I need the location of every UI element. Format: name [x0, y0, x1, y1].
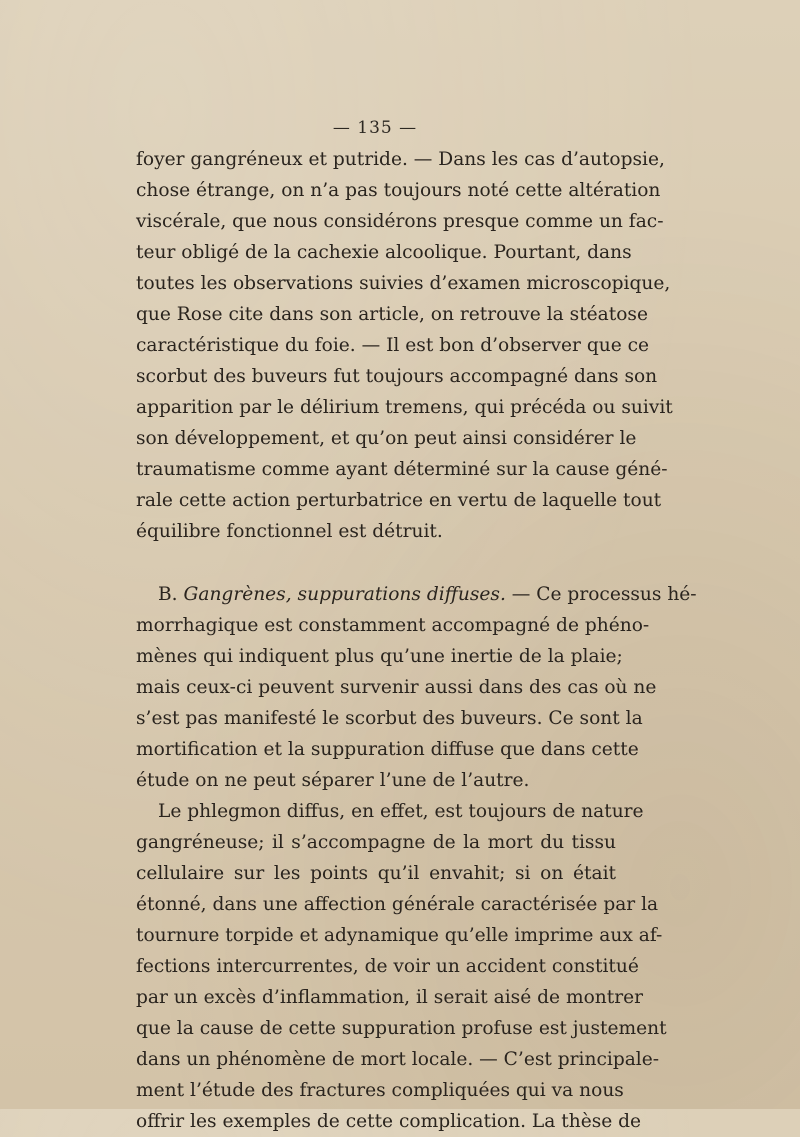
- text-line: que Rose cite dans son article, on retrouve la stéatose: [136, 304, 648, 325]
- text-line: Le phlegmon diffus, en effet, est toujours de nature: [158, 801, 644, 822]
- heading-rest: — Ce processus hé-: [505, 584, 697, 605]
- text-line: s’est pas manifesté le scorbut des buveurs. Ce sont la: [136, 708, 643, 729]
- text-line: mènes qui indiquent plus qu’une inertie de la plaie;: [136, 646, 623, 667]
- text-line: cellulaire sur les points qu’il envahit; si on était: [136, 863, 616, 884]
- text-line: traumatisme comme ayant déterminé sur la cause géné-: [136, 459, 668, 480]
- text-line: foyer gangréneux et putride. — Dans les cas d’autopsie,: [136, 149, 665, 170]
- section-heading: Gangrènes, suppurations diffuses.: [183, 584, 506, 605]
- text-line: caractéristique du foie. — Il est bon d’observer que ce: [136, 335, 650, 356]
- text-line: mais ceux-ci peuvent survenir aussi dans des cas où ne: [136, 677, 657, 698]
- text-line: teur obligé de la cachexie alcoolique. Pourtant, dans: [136, 242, 632, 263]
- body-text: [136, 144, 697, 1137]
- text-line: étude on ne peut séparer l’une de l’autre.: [136, 770, 530, 791]
- text-line: par un excès d’inflammation, il serait aisé de montrer: [136, 987, 643, 1008]
- text-line: chose étrange, on n’a pas toujours noté cette altération: [136, 180, 661, 201]
- section-heading-line: [136, 579, 697, 610]
- page-number: — 135 —: [332, 118, 418, 138]
- text-line: tournure torpide et adynamique qu’elle imprime aux af-: [136, 925, 663, 946]
- text-line: que la cause de cette suppuration profuse est justement: [136, 1018, 667, 1039]
- text-line: scorbut des buveurs fut toujours accompagné dans son: [136, 366, 658, 387]
- text-line: toutes les observations suivies d’examen microscopique,: [136, 273, 671, 294]
- text-line: offrir les exemples de cette complication. La thèse de: [136, 1111, 642, 1132]
- paragraph-3: [136, 796, 667, 1137]
- text-line: fections intercurrentes, de voir un accident constitué: [136, 956, 639, 977]
- text-line: apparition par le délirium tremens, qui précéda ou suivit: [136, 397, 673, 418]
- paragraph-1: [136, 144, 673, 547]
- text-line: morrhagique est constamment accompagné de phéno-: [136, 615, 650, 636]
- heading-prefix: B.: [158, 584, 184, 605]
- text-line: dans un phénomène de mort locale. — C’est principale-: [136, 1049, 660, 1070]
- text-line: viscérale, que nous considérons presque comme un fac-: [136, 211, 664, 232]
- text-line: équilibre fonctionnel est détruit.: [136, 521, 443, 542]
- text-line: mortification et la suppuration diffuse que dans cette: [136, 739, 639, 760]
- text-line: son développement, et qu’on peut ainsi considérer le: [136, 428, 637, 449]
- text-line: gangréneuse; il s’accompagne de la mort du tissu: [136, 832, 616, 853]
- text-line: étonné, dans une affection générale caractérisée par la: [136, 894, 659, 915]
- paragraph-2: [136, 579, 697, 796]
- text-line: ment l’étude des fractures compliquées qui va nous: [136, 1080, 624, 1101]
- text-line: rale cette action perturbatrice en vertu de laquelle tout: [136, 490, 662, 511]
